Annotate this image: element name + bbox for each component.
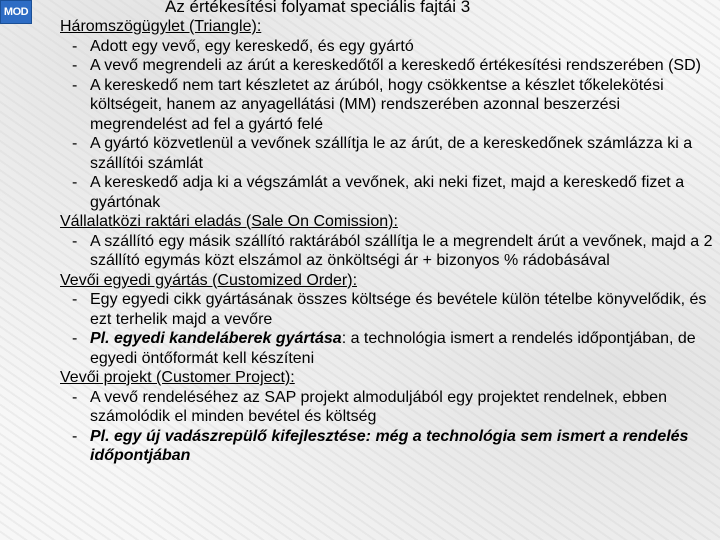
- list-item-text: Adott egy vevő, egy kereskedő, és egy gyártó: [90, 37, 414, 55]
- list-item-text: A kereskedő nem tart készletet az árúból, hogy csökkentse a készlet tőkelekötési költségeit, hanem az anyagellátási (MM) rendszerében azonnal beszerzési megrendelést ad fel a gyártó felé: [90, 76, 664, 133]
- list-item-text: A kereskedő adja ki a végszámlát a vevőnek, aki neki fizet, majd a kereskedő fizet a gyártónak: [90, 174, 685, 211]
- bullet-dash: -: [72, 330, 78, 347]
- list-item: [60, 329, 720, 368]
- list-item: [60, 427, 720, 466]
- section-heading: Háromszögügylet (Triangle):: [60, 18, 262, 35]
- list-item: [60, 56, 720, 76]
- list-item-text: A vevő rendeléséhez az SAP projekt almoduljából egy projektet rendelnek, ebben számolódik el minden bevétel és költség: [90, 388, 667, 425]
- bullet-dash: -: [72, 174, 78, 191]
- slide-content: [60, 17, 720, 466]
- brand-logo: MOD: [0, 0, 32, 24]
- list-item: [60, 76, 720, 135]
- list-item: [60, 173, 720, 212]
- bullet-dash: -: [72, 76, 78, 94]
- example-emphasis: Pl. egyedi kandeláberek gyártása: [90, 330, 342, 347]
- bullet-dash: -: [72, 427, 78, 445]
- example-emphasis: Pl. egy új vadászrepülő kifejlesztése: még a technológia sem ismert a rendelés időpontjában: [90, 427, 689, 464]
- section-heading: Vevői projekt (Customer Project):: [60, 369, 295, 386]
- list-item: [60, 290, 720, 329]
- list-item: [60, 388, 720, 427]
- section-customized-order: [60, 271, 720, 369]
- slide-title: Az értékesítési folyamat speciális fajtái 3: [165, 0, 471, 16]
- section-sale-on-comission: [60, 212, 720, 271]
- list-item: [60, 232, 720, 271]
- bullet-dash: -: [72, 291, 78, 308]
- section-customer-project: [60, 368, 720, 466]
- section-triangle: [60, 17, 720, 212]
- list-item-text: A gyártó közvetlenül a vevőnek szállítja le az árút, de a kereskedőnek számlázza ki a szállítói számlát: [90, 135, 693, 172]
- list-item-text: : a technológia ismert a rendelés időpontjában, de egyedi öntőformát kell készíteni: [90, 330, 696, 367]
- list-item-text: Egy egyedi cikk gyártásának összes költsége és bevétele külön tételbe könyvelődik, és ezt terhelik majd a vevőre: [90, 291, 707, 328]
- bullet-dash: -: [72, 57, 78, 74]
- list-item-text: A szállító egy másik szállító raktárából szállítja le a megrendelt árút a vevőnek, majd a 2 szállító egymás közt elszámol az önköltségi ár + bizonyos % rádobásával: [90, 232, 713, 269]
- bullet-dash: -: [72, 232, 78, 250]
- list-item: [60, 37, 720, 57]
- section-heading: Vállalatközi raktári eladás (Sale On Comission):: [60, 213, 398, 230]
- section-heading: Vevői egyedi gyártás (Customized Order):: [60, 271, 358, 289]
- bullet-dash: -: [72, 388, 78, 406]
- bullet-dash: -: [72, 37, 78, 55]
- list-item-text: A vevő megrendeli az árút a kereskedőtől a kereskedő értékesítési rendszerében (SD): [90, 57, 701, 74]
- bullet-dash: -: [72, 135, 78, 152]
- list-item: [60, 134, 720, 173]
